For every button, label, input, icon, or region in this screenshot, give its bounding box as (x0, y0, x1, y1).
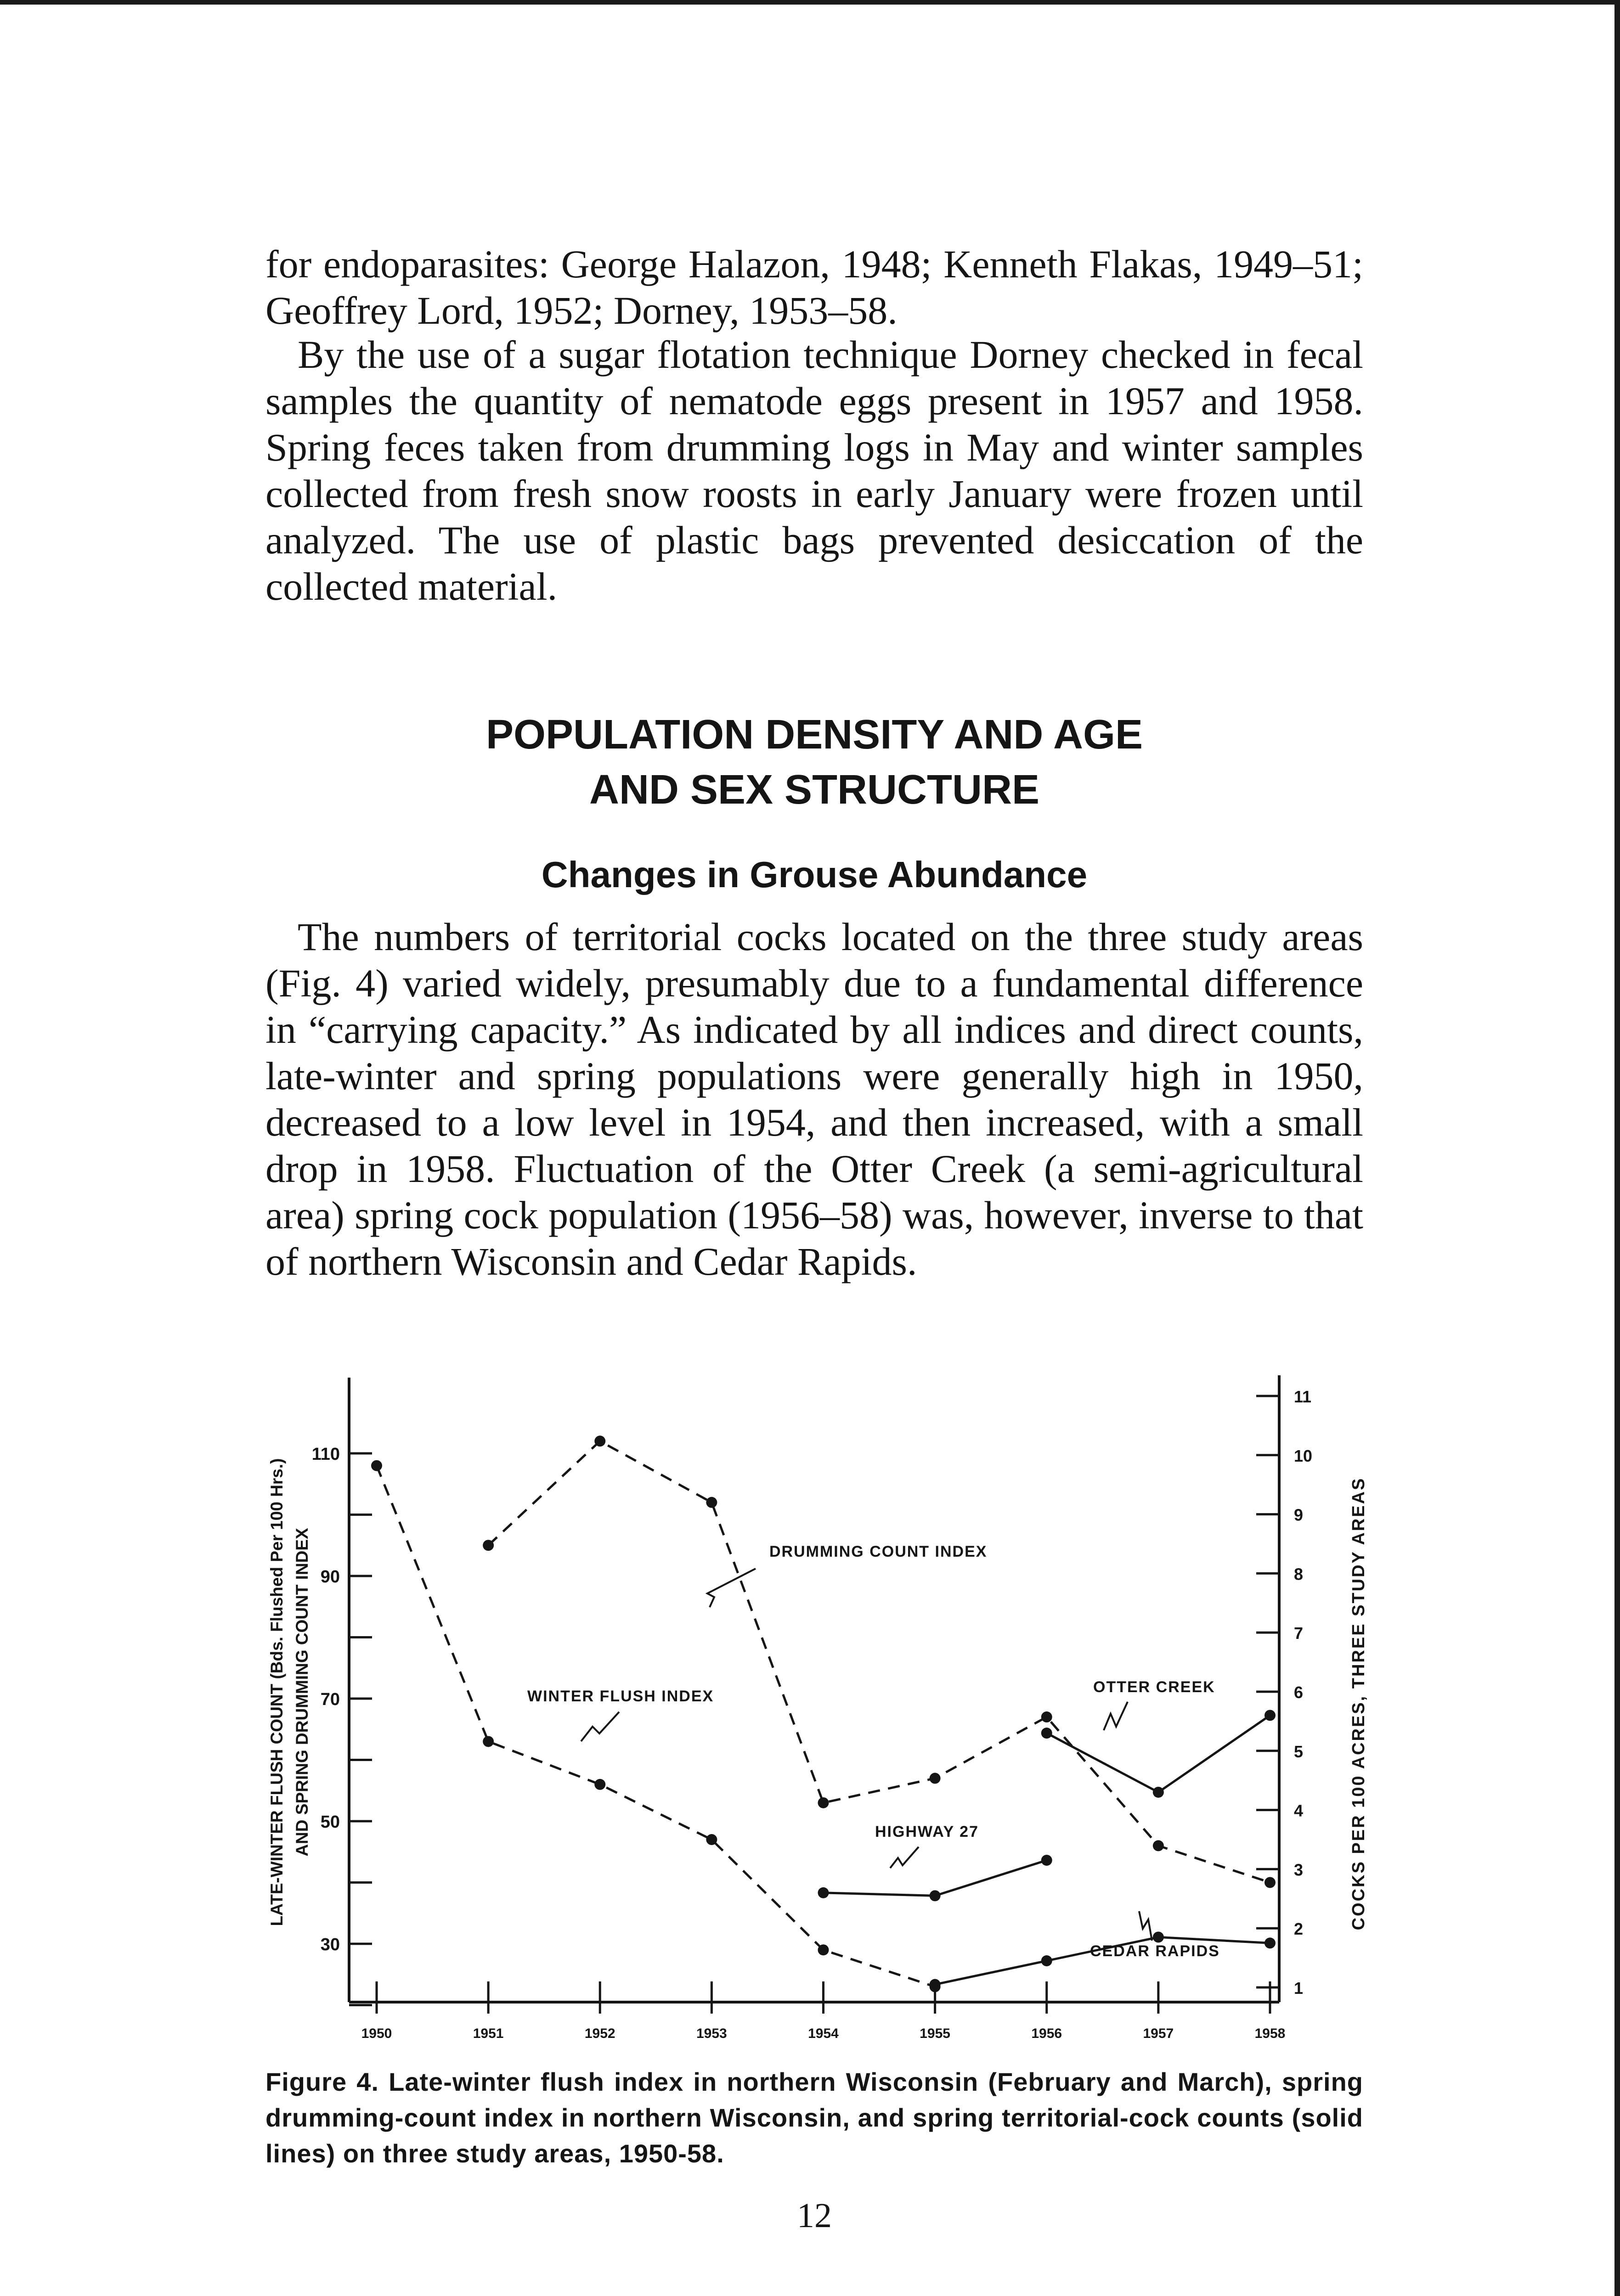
right-axis-tick-label: 8 (1294, 1564, 1304, 1584)
paragraph-territorial-cocks: The numbers of territorial cocks located on the three study areas (Fig. 4) varied widely, presumably due to a fundamental difference in “carrying capacity.” As indicated by all indices and direct counts, late-winter and spring populations were generally high in 1950, decreased to a low level in 1954, and then increased, with a small drop in 1958. Fluctuation of the Otter Creek (a semi-agricultural area) spring cock population (1956–58) was, however, inverse to that of northern Wisconsin and Cedar Rapids. (265, 915, 1363, 1283)
paragraph-endoparasites: for endoparasites: George Halazon, 1948; Kenneth Flakas, 1949–51; Geoffrey Lord, 1952; Dorney, 1953–58. (265, 242, 1363, 332)
x-axis-tick-label: 1953 (696, 2026, 727, 2041)
cedar-rapids-label: CEDAR RAPIDS (1090, 1942, 1220, 1960)
highway-27-point (930, 1890, 941, 1901)
x-axis-tick-label: 1958 (1254, 2026, 1286, 2041)
cedar-rapids-point (1041, 1955, 1052, 1966)
x-axis-tick-label: 1957 (1143, 2026, 1174, 2041)
drumming-count-index-line (488, 1441, 1270, 1882)
highway-27-label: HIGHWAY 27 (875, 1823, 979, 1840)
right-axis-tick-label: 4 (1294, 1801, 1304, 1820)
right-axis-tick-label: 6 (1294, 1683, 1304, 1702)
drumming-count-index-point (930, 1773, 941, 1784)
drumming-count-index-point (594, 1435, 605, 1446)
otter-creek-point (1264, 1710, 1276, 1721)
section-heading-line-2: AND SEX STRUCTURE (589, 767, 1040, 813)
left-axis-tick-label: 50 (320, 1812, 340, 1832)
left-axis-title-line-2: AND SPRING DRUMMING COUNT INDEX (293, 1528, 311, 1857)
winter-flush-index-point (483, 1736, 494, 1747)
otter-creek-label: OTTER CREEK (1093, 1678, 1215, 1696)
x-axis-tick-label: 1951 (473, 2026, 504, 2041)
cedar-rapids-point (930, 1979, 941, 1990)
x-axis-tick-label: 1950 (361, 2026, 392, 2041)
highway-27-point (818, 1887, 829, 1898)
chart-labels (267, 1458, 1368, 1960)
right-axis-tick-label: 2 (1294, 1919, 1304, 1939)
x-axis-tick-label: 1955 (920, 2026, 950, 2041)
left-axis-tick-label: 30 (320, 1935, 340, 1954)
x-axis-tick-label: 1956 (1031, 2026, 1062, 2041)
right-axis-tick-label: 7 (1294, 1624, 1304, 1643)
drumming-count-index-point (1041, 1711, 1052, 1722)
otter-creek-point (1041, 1728, 1052, 1739)
winter-flush-label-leader (581, 1712, 619, 1741)
x-axis-tick-label: 1952 (584, 2026, 615, 2041)
cedar-rapids-point (1264, 1937, 1276, 1948)
page-frame-right (1614, 0, 1620, 2296)
drumming-count-index-point (818, 1797, 829, 1808)
cedar-rapids-point (1153, 1932, 1164, 1943)
section-heading-line-1: POPULATION DENSITY AND AGE (485, 712, 1143, 758)
drumming-count-label: DRUMMING COUNT INDEX (769, 1543, 988, 1560)
winter-flush-index-point (818, 1944, 829, 1955)
otter-creek-label-leader (1104, 1702, 1128, 1730)
figure-4-chart (257, 1355, 1396, 2053)
page-frame-top (0, 0, 1620, 5)
right-axis-tick-label: 10 (1294, 1446, 1313, 1465)
page-number: 12 (797, 2196, 832, 2235)
highway-27-label-leader (890, 1847, 919, 1868)
right-axis-tick-label: 1 (1294, 1979, 1304, 1998)
x-axis-tick-label: 1954 (808, 2026, 839, 2041)
winter-flush-index-point (371, 1460, 382, 1471)
right-axis-tick-label: 5 (1294, 1742, 1304, 1761)
drumming-count-index-point (483, 1540, 494, 1551)
highway-27-point (1041, 1855, 1052, 1866)
winter-flush-index-point (594, 1779, 605, 1790)
right-axis-title: COCKS PER 100 ACRES, THREE STUDY AREAS (1349, 1477, 1368, 1930)
cedar-rapids-label-leader (1139, 1911, 1152, 1941)
right-axis-tick-label: 9 (1294, 1505, 1304, 1525)
winter-flush-label: WINTER FLUSH INDEX (527, 1688, 714, 1705)
figure-caption: Figure 4. Late-winter flush index in northern Wisconsin (February and March), spring drumming-count index in northern Wisconsin, and spring territorial-cock counts (solid lines) on three study areas, 1950-58. (265, 2067, 1363, 2168)
subsection-heading: Changes in Grouse Abundance (541, 854, 1088, 895)
left-axis-title-line-1: LATE-WINTER FLUSH COUNT (Bds. Flushed Per 100 Hrs.) (267, 1458, 286, 1926)
drumming-count-index-point (706, 1497, 717, 1508)
otter-creek-point (1153, 1787, 1164, 1798)
left-axis-tick-label: 110 (311, 1445, 340, 1464)
chart-series (377, 1441, 1270, 1986)
drumming-count-index-point (1264, 1877, 1276, 1888)
left-axis-tick-label: 90 (320, 1567, 340, 1587)
drumming-count-index-point (1153, 1840, 1164, 1851)
right-axis-tick-label: 3 (1294, 1860, 1304, 1880)
winter-flush-index-point (706, 1834, 717, 1845)
left-axis-tick-label: 70 (320, 1690, 340, 1709)
right-axis-tick-label: 11 (1294, 1387, 1312, 1406)
paragraph-sugar-flotation: By the use of a sugar flotation technique Dorney checked in fecal samples the quantity of nematode eggs present in 1957 and 1958. Spring feces taken from drumming logs in May and winter samples collected from fresh snow roosts in early January were frozen until analyzed. The use of plastic bags prevented desiccation of the collected material. (265, 332, 1363, 608)
chart-markers (371, 1435, 1276, 1992)
otter-creek-line (1047, 1716, 1270, 1792)
